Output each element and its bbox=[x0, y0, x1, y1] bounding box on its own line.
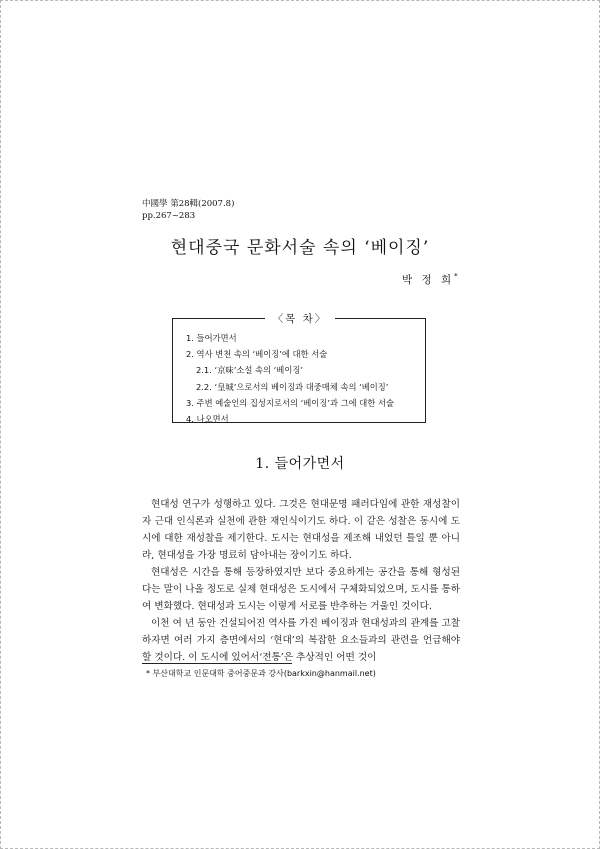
toc-item: 1. 들어가면서 bbox=[186, 333, 237, 343]
journal-volume: 中國學 第28輯(2007.8) bbox=[142, 199, 235, 209]
toc-item: 3. 주변 예술인의 집성지로서의 ‘베이징’과 그에 대한 서술 bbox=[186, 397, 394, 408]
footnote-divider bbox=[142, 663, 292, 664]
body-paragraph: 현대성은 시간을 통해 등장하였지만 보다 중요하게는 공간을 통해 형성된다는 말이 나올 정도로 실제 현대성은 도시에서 구체화되었으며, 도시를 통하여 변화했다. 현대성과 도시는 이렇게 서로를 반추하는 거울인 것이다. bbox=[142, 567, 460, 612]
body-text bbox=[142, 496, 460, 666]
toc-subitem: 2.1. ‘京味’소설 속의 ‘베이징’ bbox=[196, 365, 303, 376]
toc-heading-text: 〈목 차〉 bbox=[265, 313, 336, 325]
toc-heading bbox=[0, 311, 600, 326]
author-name: 박 정 희 bbox=[402, 274, 455, 286]
journal-info bbox=[142, 198, 234, 222]
footnote: * 부산대학교 인문대학 중어중문과 강사(barkxin@hanmail.net) bbox=[146, 669, 376, 678]
toc-list bbox=[186, 330, 394, 427]
author bbox=[402, 272, 458, 287]
toc-item: 2. 역사 변천 속의 ‘베이징’에 대한 서술 bbox=[186, 349, 328, 360]
toc-item: 4. 나오면서 bbox=[186, 414, 229, 425]
toc-subitem: 2.2. ‘皇城’으로서의 베이징과 대중매체 속의 ‘베이징’ bbox=[196, 381, 389, 392]
body-paragraph: 이천 여 년 동안 건설되어진 역사를 가진 베이징과 현대성과의 관계를 고찰하자면 여러 가지 층면에서의 ‘현대’의 복잡한 요소들과의 관련을 언급해야 할 것이다. 이 도시에 있어서‘전통’은 추상적인 어떤 것이 bbox=[142, 618, 460, 663]
section-heading: 1. 들어가면서 bbox=[255, 456, 345, 472]
body-paragraph: 현대성 연구가 성행하고 있다. 그것은 현대문명 패러다임에 관한 재성찰이자 근대 인식론과 실천에 관한 재인식이기도 하다. 이 같은 성찰은 동시에 도시에 대한 재성찰을 제기한다. 도시는 현대성을 제조해 내었던 틀일 뿐 아니라, 현대성을 가장 명료히 담아내는 장이기도 하다. bbox=[142, 499, 460, 561]
journal-pages: pp.267~283 bbox=[142, 211, 196, 221]
paper-title: 현대중국 문화서술 속의 ‘베이징’ bbox=[170, 238, 430, 258]
author-footnote-mark: * bbox=[454, 272, 458, 281]
